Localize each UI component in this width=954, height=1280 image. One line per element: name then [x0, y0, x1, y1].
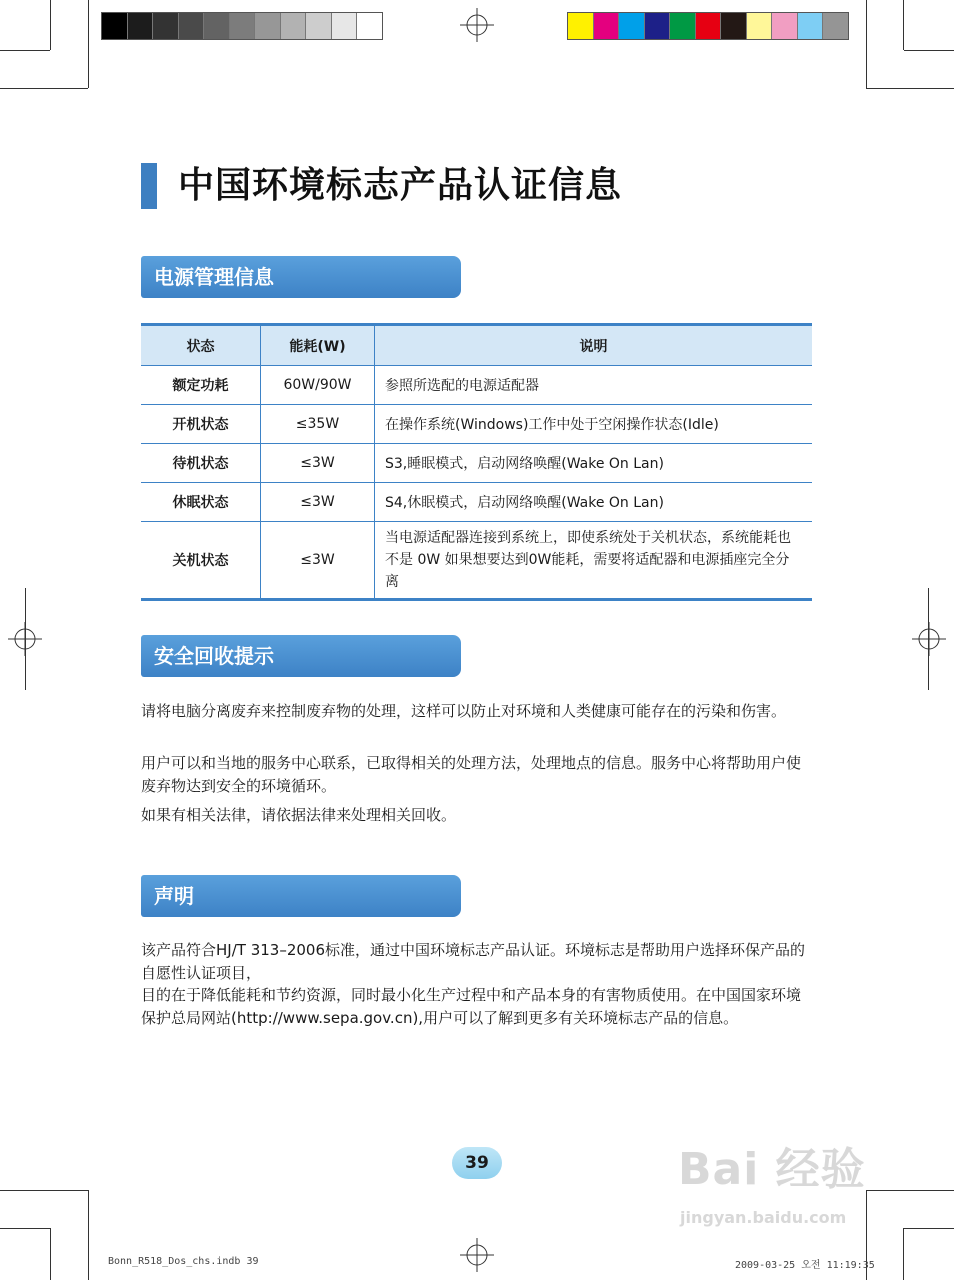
- crop-mark: [903, 0, 904, 50]
- slug-timestamp: 2009-03-25 오전 11:19:35: [735, 1260, 875, 1271]
- registration-mark-icon: [460, 1238, 494, 1272]
- recycle-paragraph: 请将电脑分离废弃来控制废弃物的处理，这样可以防止对环境和人类健康可能存在的污染和伤害。: [141, 702, 787, 720]
- description-cell: 参照所选配的电源适配器: [375, 366, 813, 405]
- color-swatch: [281, 13, 307, 39]
- crop-mark: [904, 1228, 954, 1229]
- recycle-paragraph: 如果有相关法律，请依据法律来处理相关回收。: [141, 806, 457, 824]
- watermark-url: jingyan.baidu.com: [680, 1208, 847, 1227]
- statement-paragraph: 目的在于降低能耗和节约资源，同时最小化生产过程中和产品本身的有害物质使用。在中国国家环境保护总局网站(http://www.sepa.gov.cn),用户可以了解到更多有关环境标志产品的信息。: [141, 986, 802, 1027]
- color-swatch: [306, 13, 332, 39]
- crop-mark: [904, 50, 954, 51]
- page-number-badge: 39: [452, 1147, 502, 1179]
- power-cell: ≤35W: [261, 405, 375, 444]
- color-swatch: [204, 13, 230, 39]
- power-cell: ≤3W: [261, 444, 375, 483]
- state-cell: 待机状态: [141, 444, 261, 483]
- color-swatch: [179, 13, 205, 39]
- column-header: 说明: [375, 325, 813, 366]
- table-row: [141, 522, 812, 600]
- crop-mark: [88, 1190, 89, 1280]
- color-swatch: [772, 13, 798, 39]
- power-cell: ≤3W: [261, 483, 375, 522]
- baidu-watermark: [678, 1140, 908, 1240]
- registration-mark-icon: [912, 622, 946, 656]
- description-cell: 当电源适配器连接到系统上，即使系统处于关机状态，系统能耗也不是 0W 如果想要达到0W能耗，需要将适配器和电源插座完全分离: [375, 522, 813, 600]
- crop-mark: [0, 1190, 88, 1191]
- state-cell: 休眠状态: [141, 483, 261, 522]
- state-cell: 额定功耗: [141, 366, 261, 405]
- page-title: 中国环境标志产品认证信息: [178, 165, 623, 206]
- table-row: [141, 366, 812, 405]
- color-swatch: [230, 13, 256, 39]
- crop-mark: [866, 0, 867, 88]
- color-swatch: [568, 13, 594, 39]
- statement-paragraph: 该产品符合HJ/T 313–2006标准，通过中国环境标志产品认证。环境标志是帮助用户选择环保产品的自愿性认证项目，: [141, 941, 805, 982]
- slug-file-info: Bonn_R518_Dos_chs.indb 39: [108, 1256, 259, 1267]
- color-swatch: [823, 13, 848, 39]
- color-swatch: [721, 13, 747, 39]
- table-row: [141, 405, 812, 444]
- crop-mark: [928, 588, 929, 690]
- color-swatch: [153, 13, 179, 39]
- description-cell: S4,休眠模式，启动网络唤醒(Wake On Lan): [375, 483, 813, 522]
- description-cell: 在操作系统(Windows)工作中处于空闲操作状态(Idle): [375, 405, 813, 444]
- power-consumption-table: [141, 323, 812, 601]
- state-cell: 关机状态: [141, 522, 261, 600]
- color-swatch: [645, 13, 671, 39]
- color-swatch: [332, 13, 358, 39]
- crop-mark: [0, 1228, 50, 1229]
- column-header: 状态: [141, 325, 261, 366]
- watermark-logo: Bai 经验: [678, 1144, 866, 1195]
- description-cell: S3,睡眠模式，启动网络唤醒(Wake On Lan): [375, 444, 813, 483]
- crop-mark: [866, 88, 954, 89]
- color-swatch: [696, 13, 722, 39]
- color-swatch: [670, 13, 696, 39]
- crop-mark: [25, 588, 26, 690]
- power-cell: 60W/90W: [261, 366, 375, 405]
- section-heading-power: 电源管理信息: [141, 256, 461, 298]
- registration-mark-icon: [460, 8, 494, 42]
- power-cell: ≤3W: [261, 522, 375, 600]
- crop-mark: [88, 0, 89, 88]
- crop-mark: [50, 0, 51, 50]
- grayscale-color-bar: [101, 12, 383, 40]
- color-swatch: [798, 13, 824, 39]
- color-swatch: [747, 13, 773, 39]
- column-header: 能耗(W): [261, 325, 375, 366]
- table-header-row: [141, 325, 812, 366]
- color-swatch: [619, 13, 645, 39]
- crop-mark: [50, 1228, 51, 1280]
- table-row: [141, 444, 812, 483]
- crop-mark: [0, 50, 50, 51]
- state-cell: 开机状态: [141, 405, 261, 444]
- color-swatch: [594, 13, 620, 39]
- crop-mark: [0, 88, 88, 89]
- process-color-bar: [567, 12, 849, 40]
- section-heading-statement: 声明: [141, 875, 461, 917]
- table-row: [141, 483, 812, 522]
- color-swatch: [255, 13, 281, 39]
- title-accent-bar: [141, 163, 157, 209]
- color-swatch: [128, 13, 154, 39]
- color-swatch: [102, 13, 128, 39]
- section-heading-recycle: 安全回收提示: [141, 635, 461, 677]
- recycle-paragraph: 用户可以和当地的服务中心联系，已取得相关的处理方法，处理地点的信息。服务中心将帮助用户使废弃物达到安全的环境循环。: [141, 754, 802, 795]
- color-swatch: [357, 13, 382, 39]
